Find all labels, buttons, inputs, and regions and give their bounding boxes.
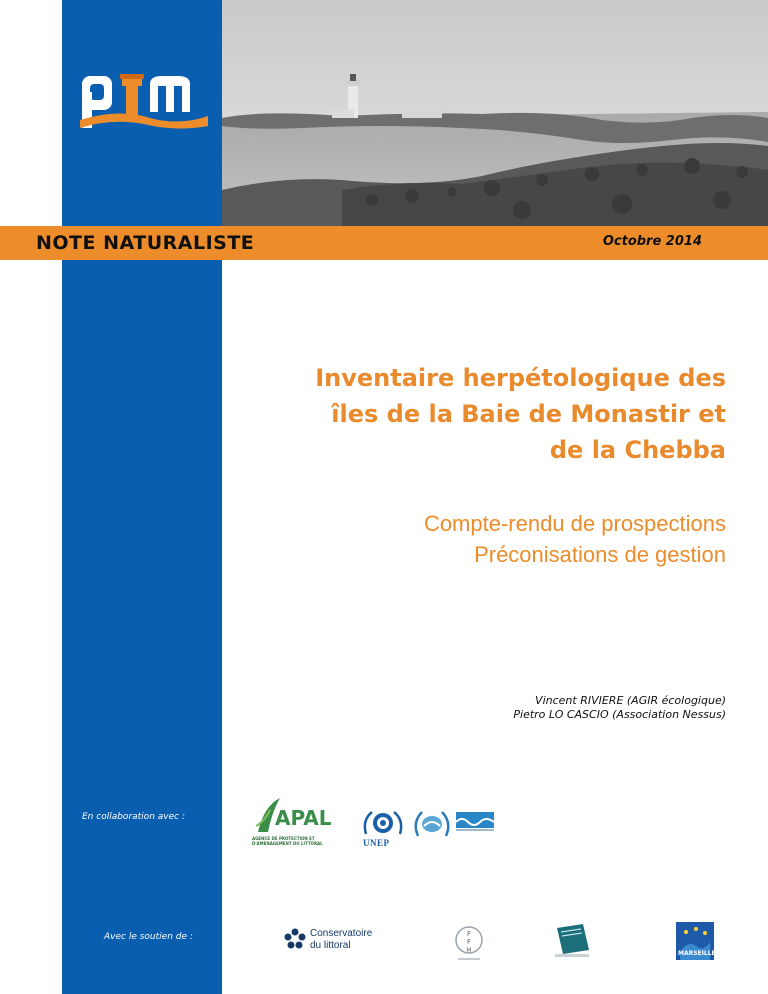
unep-logo xyxy=(360,808,406,850)
collaboration-label: En collaboration avec : xyxy=(82,812,185,822)
conservatoire-logo xyxy=(284,926,394,960)
subtitle-line: Compte-rendu de prospections xyxy=(423,511,726,536)
title-line: Inventaire herpétologique des xyxy=(315,364,726,392)
document-title xyxy=(206,360,726,468)
svg-text:F: F xyxy=(466,930,472,938)
document-date: Octobre 2014 xyxy=(602,234,702,249)
document-type-label: NOTE NATURALISTE xyxy=(36,232,255,254)
map-laurel-logo xyxy=(412,808,452,838)
authors xyxy=(326,694,726,722)
title-line: de la Chebba xyxy=(549,436,726,464)
support-label: Avec le soutien de : xyxy=(104,932,193,942)
marseille-name: MARSEILLE xyxy=(678,950,716,957)
blue-side-band xyxy=(62,0,222,994)
pim-logo xyxy=(80,72,210,132)
author-line: Vincent RIVIERE (AGIR écologique) xyxy=(535,694,726,707)
conservatoire-line: Conservatoire xyxy=(310,928,373,939)
svg-text:F: F xyxy=(466,938,472,946)
marseille-logo xyxy=(676,922,714,962)
apal-subtitle: AGENCE DE PROTECTION ET D'AMENAGEMENT DU LITTORAL xyxy=(252,836,323,846)
subtitle-line: Préconisations de gestion xyxy=(474,542,726,567)
author-line: Pietro LO CASCIO (Association Nessus) xyxy=(513,708,726,721)
apal-name: APAL xyxy=(275,806,332,830)
title-line: îles de la Baie de Monastir et xyxy=(331,400,726,428)
apal-logo xyxy=(250,796,336,854)
svg-text:M: M xyxy=(466,947,472,954)
conservatoire-name xyxy=(310,928,372,952)
lighthouse-coast-photo xyxy=(222,0,768,228)
document-subtitle xyxy=(226,508,726,570)
racspa-logo xyxy=(456,812,494,832)
conservatoire-line: du littoral xyxy=(310,940,351,951)
ffem-logo xyxy=(454,922,484,964)
unep-name: UNEP xyxy=(363,838,390,848)
book-logo xyxy=(553,922,593,958)
